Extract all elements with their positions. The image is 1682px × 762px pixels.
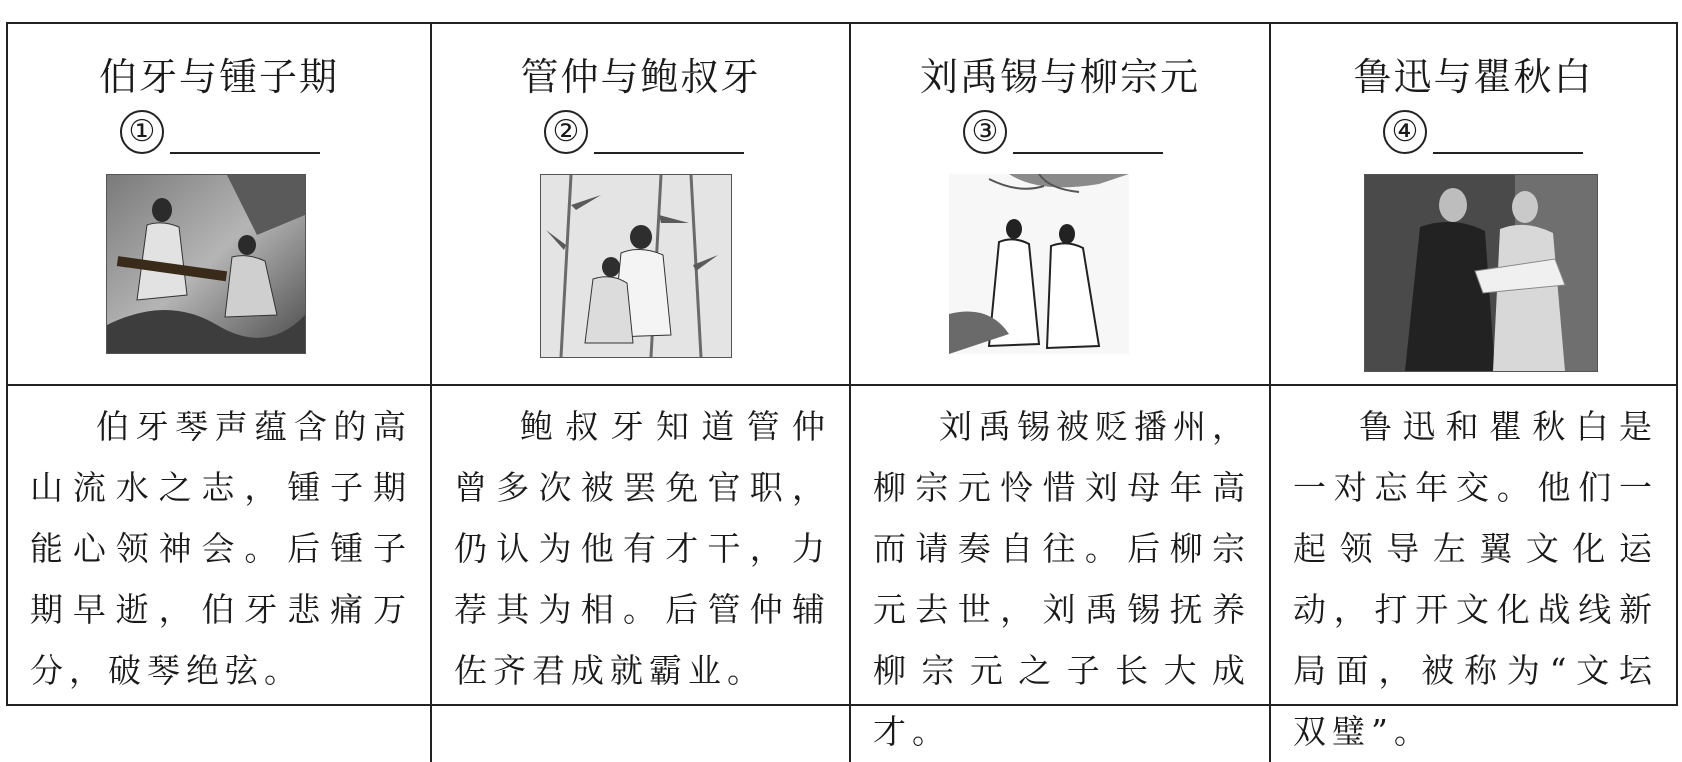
friendship-table <box>6 22 1678 751</box>
column-2-title: 管仲与鲍叔牙 <box>520 55 761 99</box>
column-2-number: ② <box>544 110 588 154</box>
column-2-header <box>432 24 851 386</box>
guqin-painting-image <box>106 174 306 354</box>
column-3-header <box>851 24 1271 386</box>
bamboo-painting-image <box>540 174 732 358</box>
column-3-title: 刘禹锡与柳宗元 <box>919 55 1200 99</box>
description-text: 伯牙琴声蕴含的高山流水之志，锺子期能心领神会。后锺子期早逝，伯牙悲痛万分，破琴绝弦。 <box>30 407 412 690</box>
column-2-answer-blank <box>544 110 744 154</box>
column-4-title: 鲁迅与瞿秋白 <box>1353 55 1594 99</box>
column-4-description <box>1271 386 1676 762</box>
description-text: 鲍叔牙知道管仲曾多次被罢免官职，仍认为他有才干，力荐其为相。后管仲辅佐齐君成就霸业。 <box>454 407 831 690</box>
column-1-title: 伯牙与锺子期 <box>98 55 339 99</box>
column-1-header <box>8 24 432 386</box>
column-4-number: ④ <box>1383 110 1427 154</box>
column-4-answer-blank <box>1383 110 1583 154</box>
column-4-header <box>1271 24 1676 386</box>
answer-line <box>594 114 744 154</box>
two-men-painting-image <box>1364 174 1598 372</box>
column-3-answer-blank <box>963 110 1163 154</box>
column-1-number: ① <box>120 110 164 154</box>
answer-line <box>1013 114 1163 154</box>
description-text: 鲁迅和瞿秋白是一对忘年交。他们一起领导左翼文化运动，打开文化战线新局面，被称为“文坛双璧”。 <box>1293 407 1658 751</box>
scholars-drawing-image <box>949 174 1129 354</box>
column-3-number: ③ <box>963 110 1007 154</box>
answer-line <box>170 114 320 154</box>
column-1-description <box>8 386 432 762</box>
column-2-description <box>432 386 851 762</box>
answer-line <box>1433 114 1583 154</box>
column-1-answer-blank <box>120 110 320 154</box>
column-3-description <box>851 386 1271 762</box>
description-text: 刘禹锡被贬播州，柳宗元怜惜刘母年高而请奏自往。后柳宗元去世，刘禹锡抚养柳宗元之子长大成才。 <box>873 407 1251 751</box>
